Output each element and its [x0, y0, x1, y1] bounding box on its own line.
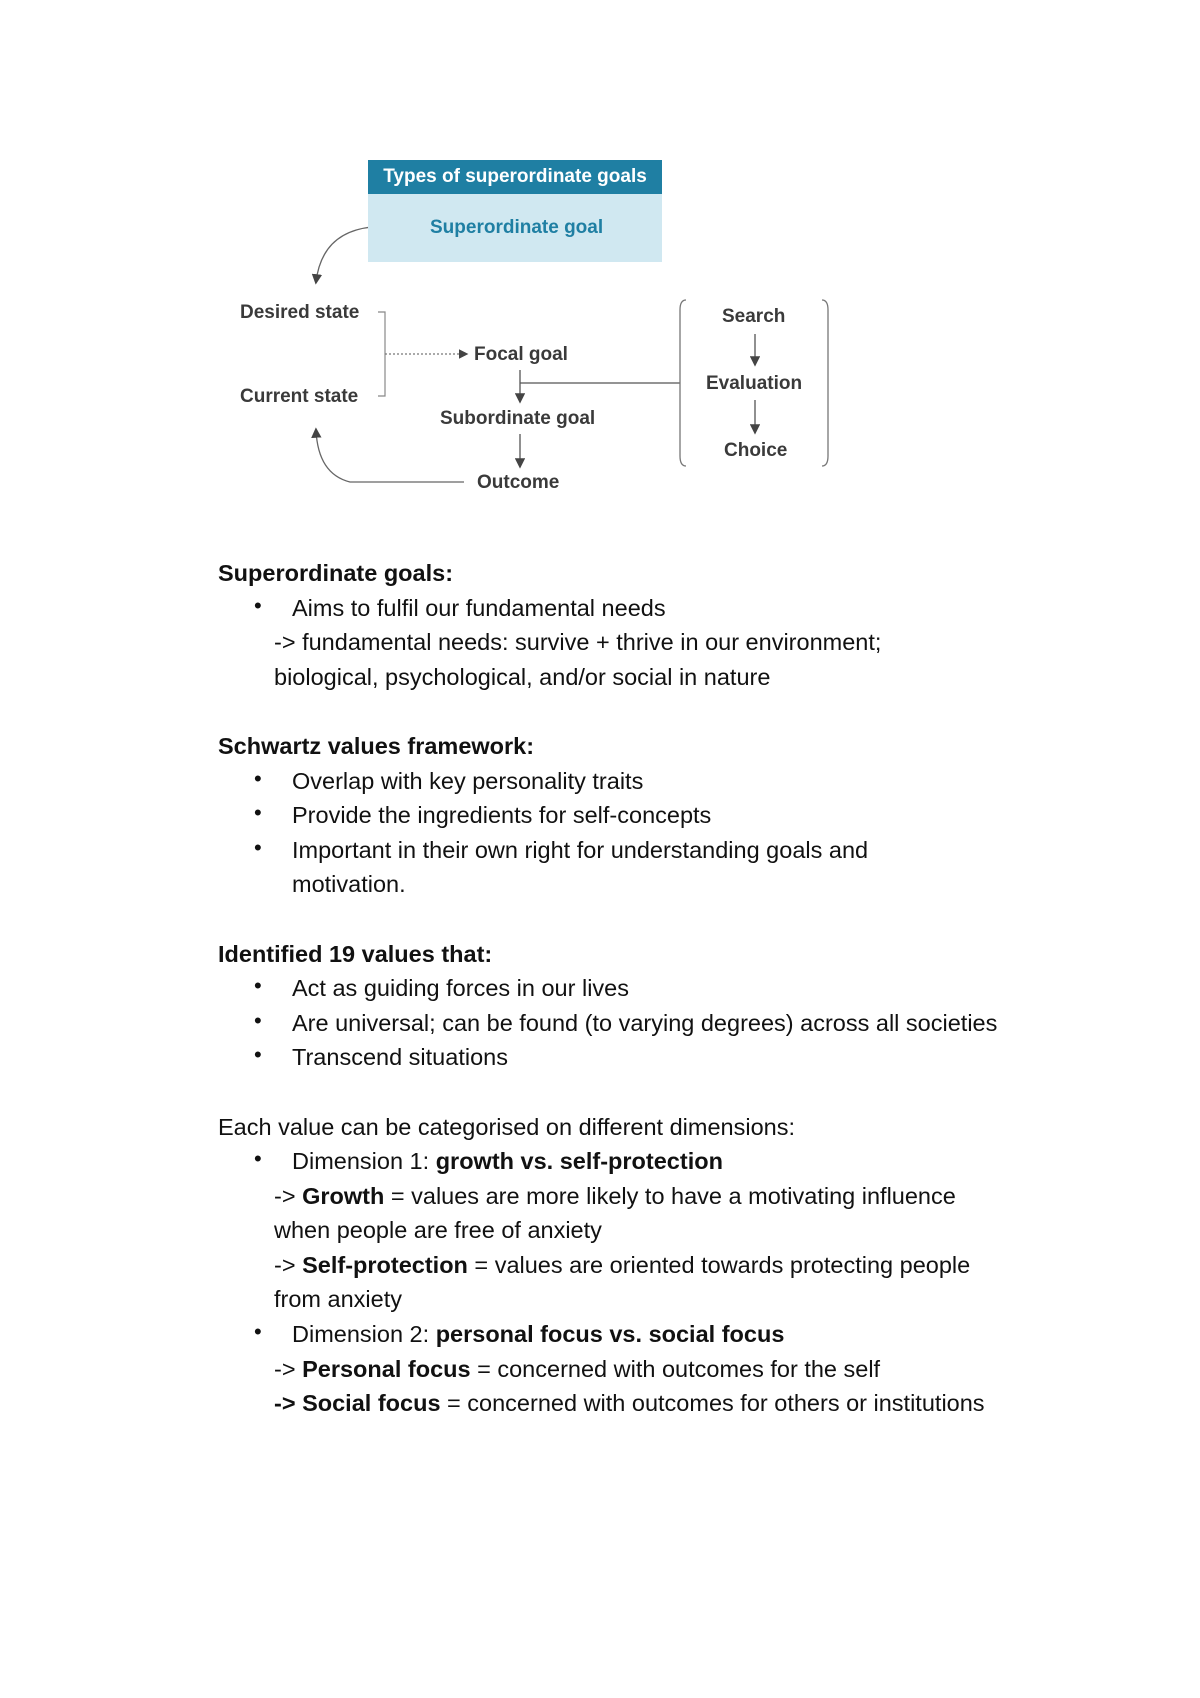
list-item-continuation: biological, psychological, and/or social in nature	[274, 663, 771, 690]
spacer	[218, 694, 1118, 729]
diagram-header: Types of superordinate goals	[368, 160, 662, 194]
list-item-continuation	[218, 1352, 1118, 1387]
dimensions-intro: Each value can be categorised on different dimensions:	[218, 1113, 795, 1140]
list-item: • Are universal; can be found (to varying degrees) across all societies	[218, 1006, 1118, 1041]
spacer	[218, 1075, 1118, 1110]
personal-focus-definition: = concerned with outcomes for the self	[470, 1355, 881, 1382]
superordinate-goal-label: Superordinate goal	[430, 217, 604, 238]
process-bracket-left	[680, 300, 686, 466]
list-item-continuation	[218, 1386, 1118, 1421]
list-item-continuation	[218, 1179, 1118, 1214]
notes-body	[218, 556, 1118, 1421]
list-item: • Provide the ingredients for self-concepts	[218, 798, 1118, 833]
dimension1-title: growth vs. self-protection	[435, 1148, 723, 1175]
self-protection-arrow: ->	[274, 1251, 303, 1278]
search-label: Search	[722, 306, 786, 327]
list-item-continuation: from anxiety	[274, 1286, 402, 1313]
social-focus-definition: = concerned with outcomes for others or institutions	[440, 1390, 985, 1417]
growth-term: Growth	[302, 1182, 385, 1209]
growth-definition: = values are more likely to have a motivating influence	[384, 1182, 956, 1209]
list-item: • Aims to fulfil our fundamental needs	[218, 591, 1118, 626]
list-item-continuation: -> fundamental needs: survive + thrive in our environment;	[274, 629, 882, 656]
personal-focus-term: Personal focus	[302, 1355, 471, 1382]
list-item: • Act as guiding forces in our lives	[218, 971, 1118, 1006]
list-item	[218, 1144, 1118, 1179]
self-protection-term: Self-protection	[302, 1251, 468, 1278]
dimension2-prefix: Dimension 2:	[292, 1321, 436, 1348]
process-bracket-right	[822, 300, 828, 466]
list-item	[218, 1317, 1118, 1352]
focal-goal-label: Focal goal	[474, 344, 568, 365]
current-state-label: Current state	[240, 386, 359, 407]
list-item: • Overlap with key personality traits	[218, 764, 1118, 799]
growth-arrow: ->	[274, 1182, 303, 1209]
list-item-continuation: when people are free of anxiety	[274, 1217, 602, 1244]
dimension1-prefix: Dimension 1:	[292, 1148, 436, 1175]
desired-state-label: Desired state	[240, 302, 360, 323]
subordinate-goal-label: Subordinate goal	[440, 408, 596, 429]
goal-hierarchy-diagram	[0, 0, 1200, 520]
state-bracket	[378, 312, 385, 396]
arrow-outcome-to-current	[316, 430, 464, 482]
list-item-continuation: motivation.	[292, 871, 406, 898]
schwartz-heading: Schwartz values framework:	[218, 732, 535, 759]
personal-focus-arrow: ->	[274, 1355, 303, 1382]
list-item: • Important in their own right for understanding goals and	[218, 833, 1118, 868]
spacer	[218, 902, 1118, 937]
social-focus-term: -> Social focus	[274, 1390, 441, 1417]
dimension2-title: personal focus vs. social focus	[435, 1321, 785, 1348]
list-item-continuation	[218, 1248, 1118, 1283]
outcome-label: Outcome	[477, 472, 560, 493]
self-protection-definition: = values are oriented towards protecting people	[467, 1251, 971, 1278]
evaluation-label: Evaluation	[706, 373, 803, 394]
superordinate-heading: Superordinate goals:	[218, 560, 454, 586]
identified-heading: Identified 19 values that:	[218, 940, 493, 967]
choice-label: Choice	[724, 440, 788, 461]
list-item: • Transcend situations	[218, 1040, 1118, 1075]
